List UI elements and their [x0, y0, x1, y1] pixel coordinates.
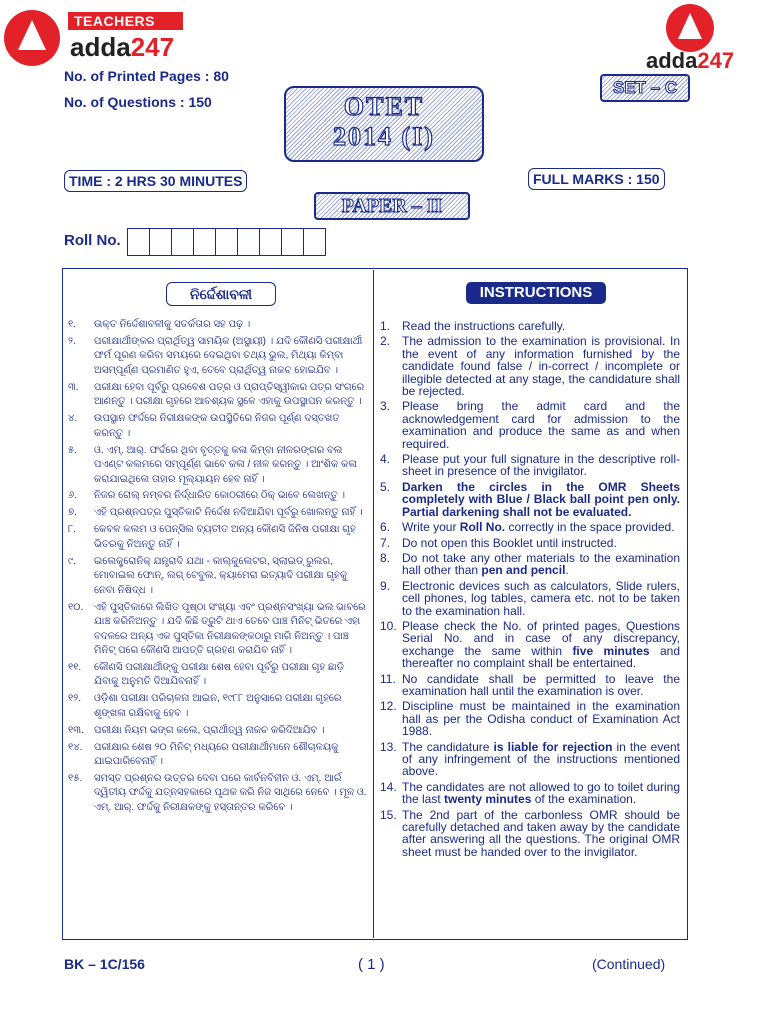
- odia-item-text: ଓ. ଏମ୍. ଆର୍. ଫର୍ଦ୍ଦରେ ଥିବା ବୃତ୍ତକୁ କଳା କିମ୍ବା ନୀଳରଙ୍ଗର ବଲ ପଏଣ୍ଟ କଲମରେ ସମ୍ପୂର୍ଣ୍ଣ ଭାବେ କଳା / ନୀଳ କରନ୍ତୁ । ଆଂଶିକ କଳା କରାଯାଇଥିଲେ ତାହାର ମୂଲ୍ୟାୟନ ହେବ ନାହିଁ ।: [94, 444, 357, 485]
- odia-item-number: ୬.: [68, 490, 78, 502]
- instruction-item: [380, 620, 680, 670]
- instruction-number: 15.: [380, 807, 397, 822]
- odia-item-number: ୨.: [68, 335, 76, 347]
- instruction-fragment: The candidates are not allowed to go to toilet during the last: [402, 779, 680, 807]
- instruction-item: [380, 673, 680, 698]
- odia-item-number: ୧୦.: [68, 601, 84, 613]
- exam-year: 2014 (I): [333, 122, 435, 151]
- instruction-fragment: Electronic devices such as calculators, Slide rulers, cell phones, log tables, camera etc. not to be taken to the examination hall.: [402, 578, 680, 618]
- page-number: ( 1 ): [358, 956, 385, 973]
- instruction-fragment: of the examination.: [531, 792, 637, 807]
- instruction-text: [402, 537, 680, 549]
- roll-digit-box[interactable]: [193, 228, 216, 256]
- instruction-item: [380, 700, 680, 737]
- odia-item-text: କେବଳ କଲମ ଓ ପେନ୍ସିଲ ବ୍ୟତୀତ ଅନ୍ୟ କୌଣସି ଜିନିଷ ପରୀକ୍ଷା ଗୃହ ଭିତରକୁ ନିଅନ୍ତୁ ନାହିଁ ।: [94, 524, 356, 550]
- odia-item-number: ୪.: [68, 413, 78, 425]
- roll-digit-box[interactable]: [303, 228, 326, 256]
- instruction-number: 8.: [380, 550, 391, 565]
- exam-title: OTET: [343, 92, 425, 121]
- odia-instruction-item: [68, 555, 368, 599]
- instruction-text: [402, 335, 680, 397]
- adda-wordmark: adda247: [70, 32, 175, 62]
- instruction-emphasis: twenty minutes: [444, 792, 532, 807]
- odia-item-text: ଓଡ଼ିଶା ପରୀକ୍ଷା ପରିଚାଳନା ଆଇନ, ୧୯୮୮ ଅନୁସାରେ ପରୀକ୍ଷା ଗୃହରେ ଶୃଙ୍ଖଳା ରକ୍ଷିବାକୁ ହେବ ।: [94, 693, 342, 719]
- odia-instruction-item: [68, 335, 368, 379]
- instruction-emphasis: is liable for rejection: [493, 739, 613, 754]
- odia-instruction-item: [68, 318, 368, 333]
- instruction-item: [380, 741, 680, 778]
- odia-item-text: ଇଲେକ୍ଟ୍ରୋନିକ୍ ଯନ୍ତ୍ରାଦି ଯଥା - କାଲ୍କୁଲେଟର, ସ୍ଲାଇଡ୍ ରୁଲର, ମୋବାଇଲ ଫୋନ୍, ଲଗ୍ ଟେବୁଲ, କ୍ୟାମେରା ଇତ୍ୟାଦି ପରୀକ୍ଷା ଗୃହକୁ ନେବା ନିଷିଦ୍ଧ ।: [94, 555, 348, 596]
- instruction-number: 9.: [380, 578, 391, 593]
- odia-item-number: ୧.: [68, 319, 76, 330]
- instruction-item: [380, 335, 680, 397]
- odia-instruction-item: [68, 692, 368, 721]
- instruction-item: [380, 453, 680, 478]
- instruction-text: [402, 700, 680, 737]
- odia-instructions-heading: ନିର୍ଦ୍ଦେଶାବଳୀ: [166, 282, 276, 306]
- instruction-item: [380, 809, 680, 859]
- instruction-fragment: Do not open this Booklet until instructed.: [402, 535, 617, 550]
- instructions-heading: INSTRUCTIONS: [466, 282, 606, 304]
- odia-instruction-item: [68, 489, 368, 504]
- instruction-fragment: in the event of any infringement of the instructions mentioned above.: [402, 739, 681, 779]
- instruction-text: [402, 521, 680, 533]
- adda-logo-icon: [4, 10, 60, 66]
- instruction-number: 1.: [380, 319, 391, 333]
- odia-item-text: ଉପସ୍ଥାନ ଫର୍ଦ୍ଦରେ ନିରୀକ୍ଷକଙ୍କ ଉପସ୍ଥିତିରେ ନିଜର ପୂର୍ଣ୍ଣ ଦସ୍ତଖତ କରନ୍ତୁ ।: [94, 413, 340, 439]
- odia-item-number: ୭.: [68, 507, 77, 519]
- odia-instruction-item: [68, 412, 368, 441]
- odia-item-number: ୯.: [68, 555, 76, 567]
- instruction-text: [402, 809, 680, 859]
- question-count: No. of Questions : 150: [64, 94, 212, 110]
- instruction-text: [402, 741, 680, 778]
- odia-item-number: ୧୫.: [68, 772, 83, 784]
- instruction-fragment: Read the instructions carefully.: [402, 319, 566, 333]
- roll-number-boxes[interactable]: [128, 228, 326, 256]
- instruction-text: [402, 481, 680, 518]
- instruction-number: 3.: [380, 399, 391, 414]
- instruction-item: [380, 781, 680, 806]
- odia-item-number: ୮.: [68, 524, 76, 536]
- instruction-item: [380, 521, 680, 533]
- instruction-item: [380, 580, 680, 617]
- column-divider: [373, 270, 374, 938]
- instruction-item: [380, 537, 680, 549]
- continued-label: (Continued): [592, 956, 666, 972]
- roll-digit-box[interactable]: [171, 228, 194, 256]
- adda-wordmark: adda247: [646, 48, 735, 73]
- odia-item-text: ପରୀକ୍ଷା ହେବା ପୂର୍ବରୁ ପ୍ରବେଶ ପତ୍ର ଓ ପ୍ରାପ୍ତିସ୍ୱୀକାର ପତ୍ର ସଂଗରେ ଆଣନ୍ତୁ । ପରୀକ୍ଷା ଗୃହରେ ଆବଶ୍ୟକ ସ୍ଥଳେ ଏହାକୁ ଉପସ୍ଥାପନ କରନ୍ତୁ ।: [94, 381, 365, 408]
- instruction-number: 6.: [380, 520, 391, 535]
- instruction-fragment: The admission to the examination is provisional. In the event of any information furnished by the candidate found false / in-correct / incomplete or illegible detected at any stage, the candidature shall be rejected.: [402, 334, 680, 399]
- printed-pages: No. of Printed Pages : 80: [64, 68, 229, 84]
- paper-label: PAPER – II: [314, 192, 470, 220]
- instruction-fragment: The 2nd part of the carbonless OMR should be carefully detached and taken away by the candidate after answering all the questions. The original OMR sheet must be handed over to the invigilator.: [402, 807, 680, 859]
- instruction-number: 13.: [380, 739, 397, 754]
- instruction-number: 5.: [380, 479, 391, 494]
- odia-item-text: ନିଜର ରୋଲ୍ ନମ୍ବର ନିର୍ଦ୍ଧାରିତ କୋଠରୀରେ ଠିକ୍ ଭାବେ ଲେଖନ୍ତୁ ।: [94, 490, 346, 502]
- odia-item-text: ଉକ୍ତ ନିର୍ଦ୍ଦେଶାବଳୀକୁ ସତର୍କତାର ସହ ପଢ଼ ।: [94, 319, 251, 330]
- instruction-number: 7.: [380, 535, 391, 550]
- instruction-text: [402, 781, 680, 806]
- roll-number-label: Roll No.: [64, 232, 121, 249]
- instruction-number: 14.: [380, 779, 397, 794]
- english-instructions-list: [380, 320, 680, 861]
- odia-instruction-item: [68, 724, 368, 739]
- instruction-number: 12.: [380, 699, 397, 714]
- odia-item-text: ଏହି ପୁସ୍ତିକାରେ ଲିଖିତ ପୃଷ୍ଠା ସଂଖ୍ୟା ଏବଂ ପ୍ରଶ୍ନସଂଖ୍ୟା ଭଲ ଭାବରେ ଯାଞ୍ଚ କରିନିଅନ୍ତୁ । ଯଦି କିଛି ତ୍ରୁଟି ଥାଏ ତେବେ ପାଞ୍ଚ ମିନିଟ୍ ଭିତରେ ଏହା ବଦଳରେ ଅନ୍ୟ ଏକ ପୁସ୍ତିକା ନିରୀକ୍ଷକଙ୍କଠାରୁ ମାଗି ନିଅନ୍ତୁ । ପାଞ୍ଚ ମିନିଟ୍ ପରେ କୌଣସି ଆପତ୍ତି ଗ୍ରହଣ କରାଯିବ ନାହିଁ ।: [94, 601, 366, 657]
- adda-logo-right: [646, 4, 756, 74]
- instruction-text: [402, 400, 680, 450]
- odia-item-number: ୧୨.: [68, 693, 81, 705]
- instruction-fragment: Please check the No. of printed pages, Questions Serial No. and in case of any discrepancy, exchange the same within: [402, 618, 680, 658]
- instruction-fragment: and thereafter no complaint shall be entertained.: [402, 643, 680, 671]
- odia-item-text: ପରୀକ୍ଷା ନିୟମ ଭଙ୍ଗ କଲେ, ପ୍ରାର୍ଥୀତ୍ୱ ନାକଚ କରିଦିଆଯିବ ।: [94, 724, 325, 736]
- roll-digit-box[interactable]: [127, 228, 150, 256]
- full-marks-label: FULL MARKS : 150: [528, 168, 665, 190]
- odia-item-number: ୧୧.: [68, 661, 82, 673]
- instruction-fragment: The candidature: [402, 739, 494, 754]
- odia-item-number: ୧୪.: [68, 741, 83, 753]
- booklet-code: BK – 1C/156: [64, 956, 145, 972]
- odia-instruction-item: [68, 444, 368, 488]
- instruction-number: 4.: [380, 452, 391, 467]
- adda-logo-icon: [666, 4, 714, 52]
- instruction-number: 2.: [380, 334, 391, 349]
- odia-instruction-item: [68, 661, 368, 690]
- instruction-item: [380, 320, 680, 332]
- instruction-text: [402, 673, 680, 698]
- instruction-text: [402, 320, 680, 332]
- instruction-fragment: Do not take any other materials to the examination hall other than: [402, 550, 680, 578]
- roll-digit-box[interactable]: [237, 228, 260, 256]
- odia-instruction-item: [68, 506, 368, 521]
- instruction-number: 10.: [380, 618, 397, 633]
- instruction-text: [402, 580, 680, 617]
- odia-item-text: କୌଣସି ପରୀକ୍ଷାର୍ଥୀଙ୍କୁ ପରୀକ୍ଷା ଶେଷ ହେବା ପୂର୍ବରୁ ପରୀକ୍ଷା ଗୃହ ଛାଡ଼ି ଯିବାକୁ ଅନୁମତି ଦିଆଯିବନାହିଁ ।: [94, 661, 345, 688]
- instruction-fragment: Please bring the admit card and the acknowledgement card for admission to the examination and produce the same as and when required.: [402, 399, 680, 451]
- odia-instructions-list: [68, 318, 368, 818]
- roll-digit-box[interactable]: [149, 228, 172, 256]
- instruction-text: [402, 453, 680, 478]
- instruction-number: 11.: [380, 671, 396, 686]
- exam-title-box: [284, 86, 484, 162]
- instruction-item: [380, 552, 680, 577]
- instruction-fragment: Please put your full signature in the descriptive roll-sheet in presence of the invigilator.: [402, 452, 680, 479]
- odia-instruction-item: [68, 772, 368, 816]
- teachers-adda-logo: [0, 8, 180, 70]
- odia-item-text: ପରୀକ୍ଷାର୍ଥୀଙ୍କର ପ୍ରାର୍ଥିତ୍ୱ ସାମୟିକ (ଅସ୍ଥାୟୀ) । ଯଦି କୌଣସି ପରୀକ୍ଷାର୍ଥୀ ଫର୍ମ ପୂରଣ କରିବା ସମୟରେ ଦେଇଥିବା ତଥ୍ୟ ଭୁଲ, ମିଥ୍ୟା କିମ୍ବା ଅସମ୍ପୂର୍ଣ୍ଣ ପ୍ରମାଣିତ ହୁଏ, ତେବେ ପ୍ରାର୍ଥିତ୍ୱ ନାକଚ ହୋଇଯିବ ।: [94, 335, 363, 376]
- teachers-tag: TEACHERS: [68, 12, 183, 30]
- odia-item-text: ସମସ୍ତ ପ୍ରଶ୍ନର ଉତ୍ତର ଦେବା ପରେ କାର୍ବନବିହୀନ ଓ. ଏମ୍. ଆର୍ର ଦ୍ୱିତୀୟ ଫର୍ଦ୍ଦକୁ ଯତ୍ନସହକାରେ ପୃଥକ କରି ନିଜ ସାଥିରେ ନେବେ । ମୂଳ ଓ. ଏମ୍. ଆର୍. ଫର୍ଦ୍ଦକୁ ନିରୀକ୍ଷକଙ୍କୁ ହସ୍ତାନ୍ତର କରିବେ ।: [94, 772, 367, 813]
- set-label: SET – C: [600, 74, 690, 102]
- instruction-text: [402, 620, 680, 670]
- odia-item-number: ୩.: [68, 381, 79, 393]
- time-label: TIME : 2 HRS 30 MINUTES: [64, 170, 247, 192]
- instruction-item: [380, 400, 680, 450]
- odia-instruction-item: [68, 523, 368, 552]
- instruction-fragment: Write your: [402, 520, 460, 535]
- odia-item-number: ୫.: [68, 444, 78, 456]
- instruction-emphasis: Darken the circles in the OMR Sheets completely with Blue / Black ball point pen only. Partial darkening shall not be evaluated.: [402, 479, 680, 519]
- odia-instruction-item: [68, 381, 368, 410]
- roll-digit-box[interactable]: [281, 228, 304, 256]
- instruction-emphasis: pen and pencil: [481, 563, 566, 578]
- instruction-fragment: correctly in the space provided.: [505, 520, 675, 535]
- roll-digit-box[interactable]: [215, 228, 238, 256]
- odia-instruction-item: [68, 601, 368, 659]
- instruction-text: [402, 552, 680, 577]
- odia-instruction-item: [68, 741, 368, 770]
- odia-item-text: ଏହି ପ୍ରଶ୍ନପତ୍ର ପୁସ୍ତିକାଟି ନିର୍ଦ୍ଦେଶ ନଦିଆଯିବା ପୂର୍ବରୁ ଖୋଲନ୍ତୁ ନାହିଁ ।: [94, 507, 363, 519]
- instruction-emphasis: five minutes: [572, 643, 650, 658]
- odia-item-text: ପରୀକ୍ଷାର ଶେଷ ୨୦ ମିନିଟ୍ ମଧ୍ୟରେ ପରୀକ୍ଷାର୍ଥୀମାନେ ଶୌଚାଳୟକୁ ଯାଇପାରିବେନାହିଁ ।: [94, 741, 339, 768]
- roll-digit-box[interactable]: [259, 228, 282, 256]
- odia-item-number: ୧୩.: [68, 724, 84, 736]
- instruction-fragment: .: [565, 563, 569, 578]
- instruction-fragment: No candidate shall be permitted to leave the examination hall until the examination is over.: [402, 671, 680, 698]
- instruction-fragment: Discipline must be maintained in the examination hall as per the Odisha conduct of Examination Act 1988.: [402, 699, 680, 739]
- instruction-emphasis: Roll No.: [459, 520, 506, 535]
- instruction-item: [380, 481, 680, 518]
